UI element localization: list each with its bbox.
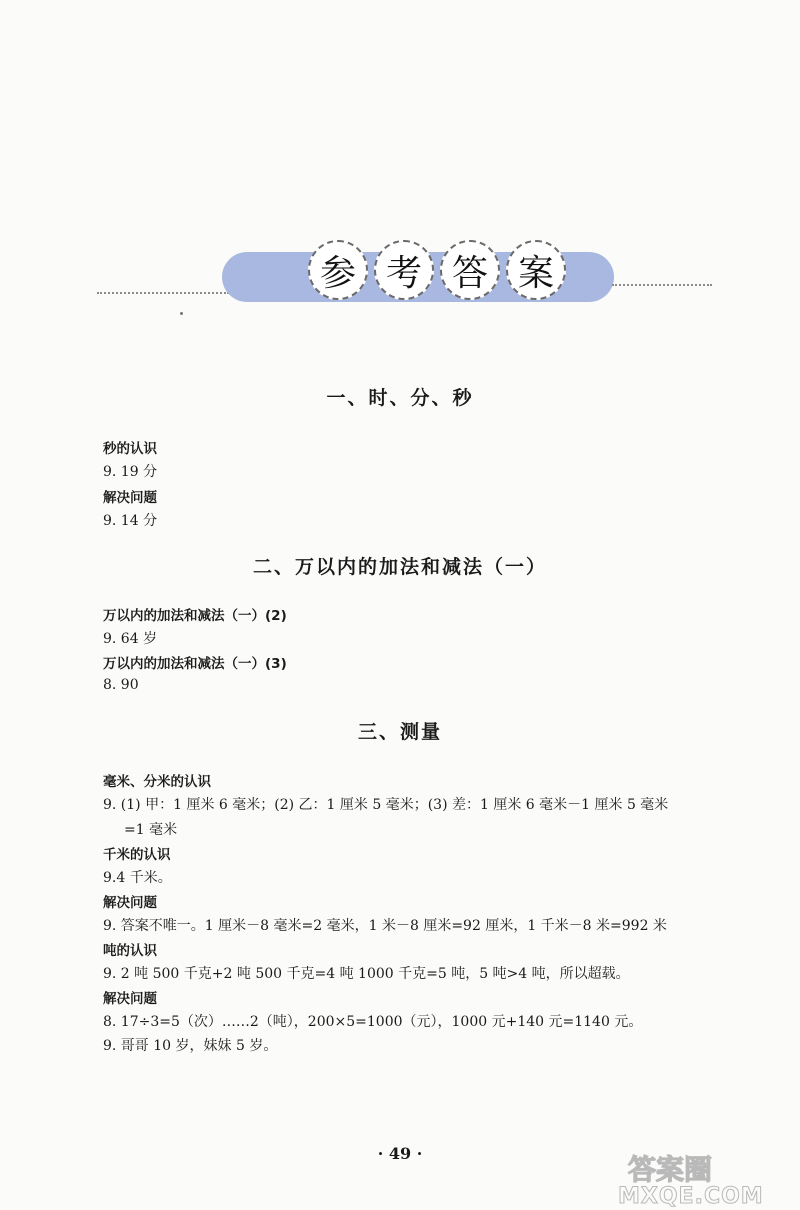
banner-char: 答 [440, 240, 500, 300]
watermark-logo [618, 1148, 788, 1208]
subheading: 解决问题 [103, 991, 157, 1007]
subheading: 解决问题 [103, 895, 157, 911]
watermark-text-url: MXQE.COM [618, 1184, 764, 1209]
answer-line: 9. (1) 甲：1 厘米 6 毫米；(2) 乙：1 厘米 5 毫米；(3) 差：1 厘米 6 毫米－1 厘米 5 毫米 [103, 797, 669, 813]
subheading: 万以内的加法和减法（一）(2) [103, 608, 287, 624]
answer-line: 8. 90 [103, 677, 139, 693]
answer-line: 9. 64 岁 [103, 631, 158, 647]
answer-line-continuation: =1 毫米 [124, 822, 178, 838]
banner-char: 考 [374, 240, 434, 300]
answer-key-banner [0, 228, 800, 318]
section-heading-2: 二、万以内的加法和减法（一） [252, 556, 547, 578]
page-number: · 49 · [377, 1144, 423, 1163]
answer-line: 8. 17÷3=5（次）……2（吨），200×5=1000（元），1000 元+140 元=1140 元。 [103, 1014, 643, 1030]
dotted-rule-right [612, 284, 712, 286]
subheading: 毫米、分米的认识 [103, 774, 211, 790]
subheading: 解决问题 [103, 490, 157, 506]
subheading: 吨的认识 [103, 943, 157, 959]
banner-char: 参 [308, 240, 368, 300]
section-heading-1: 一、时、分、秒 [326, 387, 474, 409]
section-heading-3: 三、测量 [357, 721, 442, 743]
banner-char: 案 [506, 240, 566, 300]
answer-line: 9. 19 分 [103, 464, 158, 480]
answer-line: 9. 答案不唯一。1 厘米－8 毫米=2 毫米，1 米－8 厘米=92 厘米，1 千米－8 米=992 米 [103, 918, 667, 934]
answer-line: 9.4 千米。 [103, 870, 172, 886]
watermark-text-cn: 答案圈 [628, 1153, 713, 1186]
subheading: 千米的认识 [103, 847, 171, 863]
subheading: 万以内的加法和减法（一）(3) [103, 656, 287, 672]
answer-line: 9. 哥哥 10 岁，妹妹 5 岁。 [103, 1038, 278, 1054]
dotted-rule-left [97, 292, 229, 294]
banner-title [308, 240, 566, 310]
subheading: 秒的认识 [103, 441, 157, 457]
print-speck [180, 312, 183, 315]
answer-line: 9. 2 吨 500 千克+2 吨 500 千克=4 吨 1000 千克=5 吨，5 吨>4 吨，所以超载。 [103, 966, 630, 982]
answer-line: 9. 14 分 [103, 513, 158, 529]
